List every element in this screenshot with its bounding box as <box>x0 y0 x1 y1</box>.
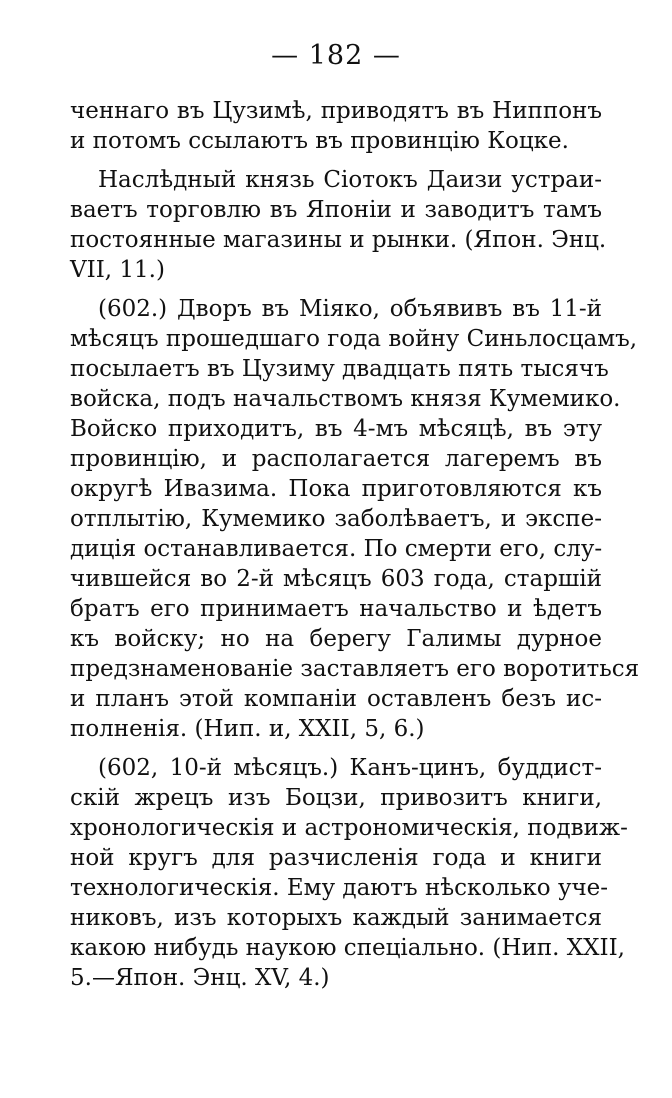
text-line: и потомъ ссылаютъ въ провинцію Коцке. <box>70 128 569 154</box>
text-line: никовъ, изъ которыхъ каждый занимается <box>70 905 602 931</box>
text-line: мѣсяцъ прошедшаго года войну Синьлосцамъ, <box>70 326 638 352</box>
text-line: ченнаго въ Цузимѣ, приводятъ въ Ниппонъ <box>70 98 602 124</box>
text-line: къ войску; но на берегу Галимы дурное <box>70 626 602 652</box>
text-line: братъ его принимаетъ начальство и ѣдетъ <box>70 596 602 622</box>
paragraph-1 <box>70 96 602 156</box>
text-line: диція останавливается. По смерти его, слу- <box>70 536 603 562</box>
text-line: чившейся во 2-й мѣсяцъ 603 года, старшій <box>70 566 602 592</box>
text-line: какою нибудь наукою спеціально. (Нип. XXII, <box>70 935 625 961</box>
text-line: предзнаменованіе заставляетъ его воротиться <box>70 656 640 682</box>
text-line: хронологическія и астрономическія, подвиж- <box>70 815 628 841</box>
text-line: отплытію, Кумемико заболѣваетъ, и экспе- <box>70 506 602 532</box>
paragraph-2 <box>70 165 607 285</box>
paragraph-4 <box>70 753 628 993</box>
text-line: VII, 11.) <box>70 257 165 283</box>
page-number: — 182 — <box>271 40 401 71</box>
body-text <box>70 96 640 1002</box>
text-line: провинцію, и располагается лагеремъ въ <box>70 446 602 472</box>
text-line: полненія. (Нип. и, XXII, 5, 6.) <box>70 716 425 742</box>
text-line: 5.—Япон. Энц. XV, 4.) <box>70 965 330 991</box>
text-line: ной кругъ для разчисленія года и книги <box>70 845 602 871</box>
text-line: Наслѣдный князь Сіотокъ Даизи устраи- <box>98 167 602 193</box>
text-line: и планъ этой компаніи оставленъ безъ ис- <box>70 686 602 712</box>
text-line: (602, 10-й мѣсяцъ.) Канъ-цинъ, буддист- <box>98 755 602 781</box>
text-line: Войско приходитъ, въ 4-мъ мѣсяцѣ, въ эту <box>70 416 602 442</box>
text-line: войска, подъ начальствомъ князя Кумемико. <box>70 386 621 412</box>
text-line: (602.) Дворъ въ Міяко, объявивъ въ 11-й <box>98 296 602 322</box>
paragraph-3 <box>70 294 640 744</box>
text-line: округѣ Ивазима. Пока приготовляются къ <box>70 476 602 502</box>
text-line: ваетъ торговлю въ Японіи и заводитъ тамъ <box>70 197 602 223</box>
text-line: посылаетъ въ Цузиму двадцать пять тысячъ <box>70 356 609 382</box>
text-line: скій жрецъ изъ Боцзи, привозитъ книги, <box>70 785 602 811</box>
text-line: постоянные магазины и рынки. (Япон. Энц. <box>70 227 607 253</box>
text-line: технологическія. Ему даютъ нѣсколько уче- <box>70 875 609 901</box>
